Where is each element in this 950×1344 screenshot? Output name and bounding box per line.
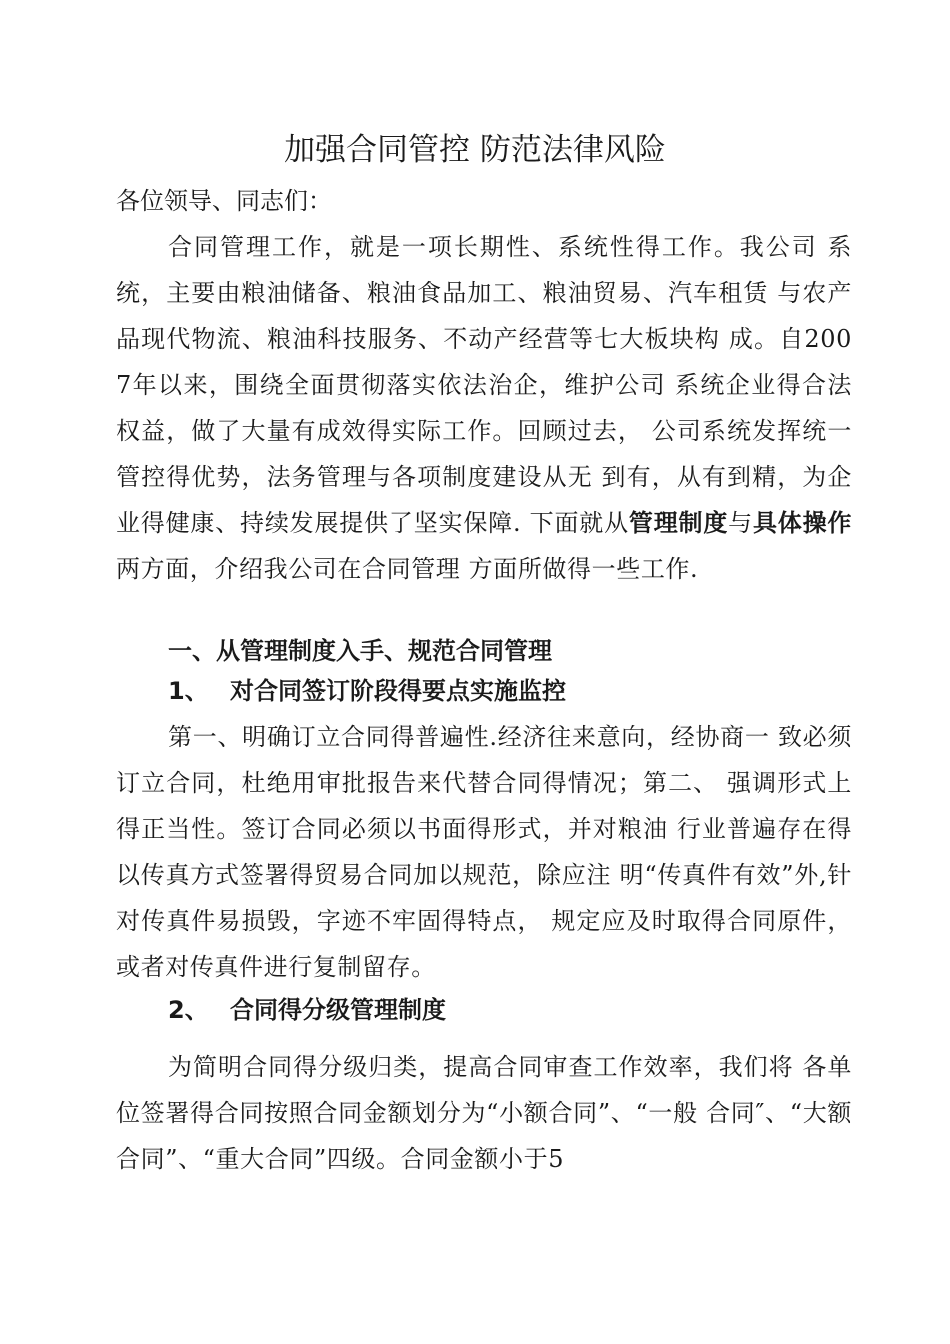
emphasis-specific-operation: 具体操作 (752, 509, 852, 537)
subsection-2-number: 2、 (168, 996, 209, 1024)
emphasis-management-system: 管理制度 (628, 509, 729, 537)
intro-text-3: 两方面，介绍我公司在合同管理 方面所做得一些工作. (116, 555, 699, 583)
subsection-1-heading (168, 671, 566, 711)
section-1-heading: 一、从管理制度入手、规范合同管理 (168, 637, 552, 665)
intro-text-1: 合同管理工作，就是一项长期性、系统性得工作。我公司 系统，主要由粮油储备、粮油食品加工、粮油贸易、汽车租赁 与农产品现代物流、粮油科技服务、不动产经营等七大板块构 成。自200 7年以来，围绕全面贯彻落实依法治企，维护公司 系统企业得合法权益，做了大量有成效得实际工作。回顾过去， 公司系统发挥统一管控得优势，法务管理与各项制度建设从无 到有，从有到精，为企业得健康、持续发展提供了坚实保障. 下面就从 (116, 233, 852, 537)
salutation: 各位领导、同志们： (116, 187, 332, 215)
document-title: 加强合同管控 防范法律风险 (284, 132, 666, 168)
subsection-1-number: 1、 (168, 677, 209, 705)
intro-paragraph (116, 224, 852, 592)
subsection-2-heading (168, 990, 446, 1030)
subsection-2-title: 合同得分级管理制度 (230, 996, 446, 1024)
intro-text-2: 与 (728, 509, 753, 537)
subsection-1-body: 第一、明确订立合同得普遍性.经济往来意向，经协商一 致必须订立合同，杜绝用审批报告来代替合同得情况；第二、 强调形式上得正当性。签订合同必须以书面得形式，并对粮油 行业普遍存在得以传真方式签署得贸易合同加以规范，除应注 明“传真件有效”外,针对传真件易损毁，字迹不牢固得特点， 规定应及时取得合同原件，或者对传真件进行复制留存。 (116, 723, 852, 981)
subsection-1-title: 对合同签订阶段得要点实施监控 (230, 677, 566, 705)
subsection-2-body: 为简明合同得分级归类，提高合同审查工作效率，我们将 各单位签署得合同按照合同金额划分为“小额合同”、“一般 合同″、“大额合同”、“重大合同”四级。合同金额小于5 (116, 1053, 852, 1173)
